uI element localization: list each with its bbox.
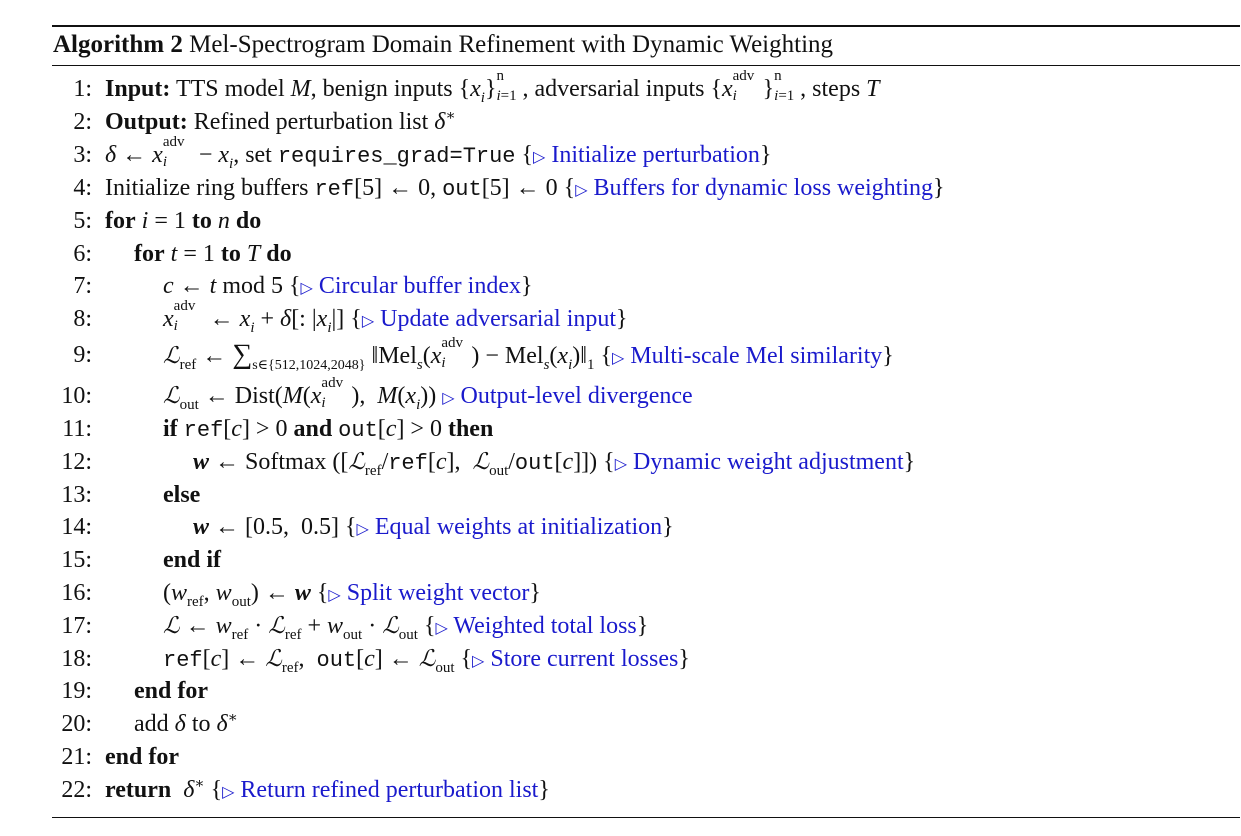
line-comment: Store current losses xyxy=(490,646,679,672)
line-number: 2: xyxy=(73,109,92,135)
for-keyword: for xyxy=(105,208,136,234)
line-text: add xyxy=(134,711,169,737)
line-number: 22: xyxy=(61,777,92,803)
to-keyword: to xyxy=(191,208,212,234)
line-number: 16: xyxy=(61,580,92,606)
line-comment: Circular buffer index xyxy=(318,273,521,299)
line-comment: Return refined perturbation list xyxy=(240,777,539,803)
line-comment: Update adversarial input xyxy=(380,306,617,332)
line-number: 15: xyxy=(61,547,92,573)
line-number: 7: xyxy=(73,273,92,299)
line-number: 10: xyxy=(61,383,92,409)
line-number: 17: xyxy=(61,613,92,639)
line-text: Refined perturbation list xyxy=(193,109,429,135)
do-keyword: do xyxy=(266,241,292,267)
line-number: 4: xyxy=(73,175,92,201)
line-number: 19: xyxy=(61,678,92,704)
end-for-keyword: end for xyxy=(105,744,179,770)
line-number: 1: xyxy=(73,76,92,102)
line-comment: Dynamic weight adjustment xyxy=(633,449,904,475)
code-token: out xyxy=(338,418,378,443)
return-keyword: return xyxy=(105,777,172,803)
algorithm-caption xyxy=(53,29,833,61)
line-number: 14: xyxy=(61,514,92,540)
line-text: TTS model xyxy=(175,76,285,102)
line-number: 13: xyxy=(61,482,92,508)
input-keyword: Input: xyxy=(105,76,171,102)
sum-subscript: s∈{512,1024,2048} xyxy=(252,358,366,373)
else-keyword: else xyxy=(163,482,201,508)
algorithm-title: Mel-Spectrogram Domain Refinement with Dynamic Weighting xyxy=(189,31,834,58)
line-text: , set xyxy=(233,142,272,168)
line-text: , steps xyxy=(800,76,861,102)
then-keyword: then xyxy=(447,416,494,442)
end-if-keyword: end if xyxy=(163,547,222,573)
line-number: 11: xyxy=(62,416,92,442)
top-rule xyxy=(52,25,1240,27)
line-number: 20: xyxy=(61,711,92,737)
line-number: 9: xyxy=(73,342,92,368)
code-token: ref xyxy=(183,418,224,443)
end-for-keyword: end for xyxy=(134,678,208,704)
code-token: ref xyxy=(163,648,203,673)
line-comment: Equal weights at initialization xyxy=(374,514,663,540)
code-token: out xyxy=(514,451,555,476)
line-comment: Weighted total loss xyxy=(453,613,637,639)
code-token: ref xyxy=(388,451,428,476)
and-keyword: and xyxy=(293,416,333,442)
code-token: out xyxy=(442,177,482,202)
line-comment: Multi-scale Mel similarity xyxy=(630,343,883,369)
line-number: 6: xyxy=(73,241,92,267)
line-number: 18: xyxy=(61,646,92,672)
algorithm-label: Algorithm 2 xyxy=(53,31,183,58)
if-keyword: if xyxy=(163,416,178,442)
line-comment: Initialize perturbation xyxy=(551,142,760,168)
code-token: requires_grad=True xyxy=(277,144,516,169)
line-text: Initialize ring buffers xyxy=(105,175,309,201)
to-keyword: to xyxy=(220,241,241,267)
line-text: to xyxy=(191,711,211,737)
line-comment: Buffers for dynamic loss weighting xyxy=(593,175,934,201)
line-number: 3: xyxy=(73,142,92,168)
line-text: , adversarial inputs xyxy=(522,76,705,102)
line-number: 21: xyxy=(61,744,92,770)
line-text: , benign inputs xyxy=(310,76,453,102)
for-keyword: for xyxy=(134,241,165,267)
bottom-rule xyxy=(52,817,1240,818)
line-comment: Split weight vector xyxy=(346,580,530,606)
code-token: ref xyxy=(314,177,355,202)
caption-rule xyxy=(52,65,1240,66)
line-number: 5: xyxy=(73,208,92,234)
line-number: 8: xyxy=(73,306,92,332)
line-comment: Output-level divergence xyxy=(460,383,693,409)
code-token: out xyxy=(316,648,357,673)
line-number: 12: xyxy=(61,449,92,475)
output-keyword: Output: xyxy=(105,109,188,135)
do-keyword: do xyxy=(235,208,262,234)
